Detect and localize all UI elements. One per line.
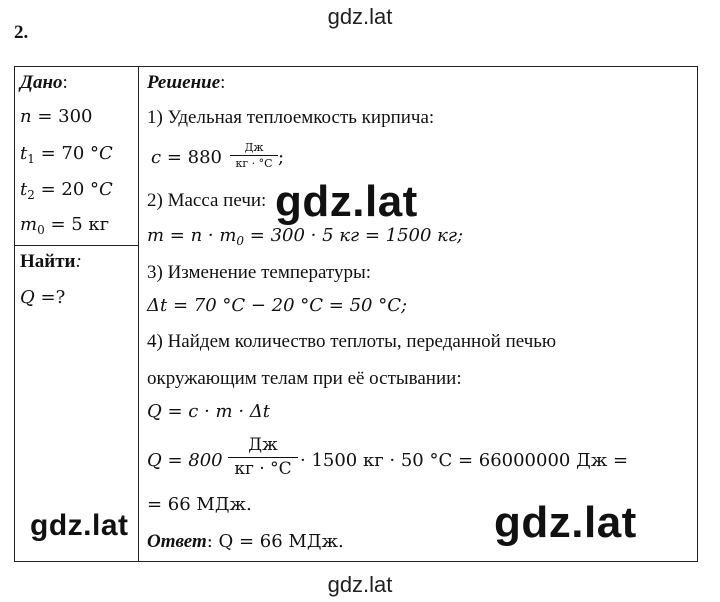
specific-heat-formula: c = 880 <box>151 147 222 168</box>
heat-result-mj: = 66 МДж. <box>147 494 252 515</box>
step3-text: 3) Изменение температуры: <box>147 262 372 283</box>
given-t2: $t_2 = 20$ °C <box>20 179 113 202</box>
step2-text: 2) Масса печи: <box>147 190 267 211</box>
watermark-bottom: gdz.lat <box>327 572 393 597</box>
heat-calculation-lhs: Q = 800 <box>147 450 223 471</box>
solution-heading: Решение: <box>147 72 226 93</box>
given-find-divider <box>14 245 139 246</box>
find-heading: Найти: <box>20 251 82 272</box>
step1-text: 1) Удельная теплоемкость кирпича: <box>147 107 435 128</box>
watermark-left: gdz.lat <box>30 509 129 542</box>
given-n: n = 300 <box>20 106 93 127</box>
given-heading: Дано: <box>20 72 68 93</box>
watermark-right: gdz.lat <box>494 498 637 547</box>
specific-heat-unit-fraction: Дж кг · °C <box>230 140 278 171</box>
step4-line2: окружающим телам при её остывании: <box>147 368 462 389</box>
problem-number: 2. <box>14 22 29 43</box>
find-q: Q =? <box>20 287 66 308</box>
heat-calculation-rhs: · 1500 кг · 50 °C = 66000000 Дж = <box>300 450 629 471</box>
watermark-center: gdz.lat <box>275 177 418 226</box>
step4-line1: 4) Найдем количество теплоты, переданной печью <box>147 331 557 352</box>
given-t1: $t_1 = 70$ °C <box>20 143 113 166</box>
given-m0: $m_0 = 5$ кг <box>20 214 110 237</box>
heat-formula: Q = c · m · Δt <box>147 401 270 422</box>
heat-unit-fraction: Дж кг · °C <box>228 434 298 481</box>
specific-heat-end: ; <box>278 147 285 168</box>
watermark-top: gdz.lat <box>327 4 393 29</box>
answer-line: Ответ: Q = 66 МДж. <box>147 531 344 552</box>
mass-formula: $m = n \cdot m_0 = 300 \cdot 5$ кг = 1500 кг; <box>147 225 464 248</box>
table-column-divider <box>138 66 139 562</box>
temperature-change-formula: Δt = 70 °C − 20 °C = 50 °C; <box>147 295 408 316</box>
